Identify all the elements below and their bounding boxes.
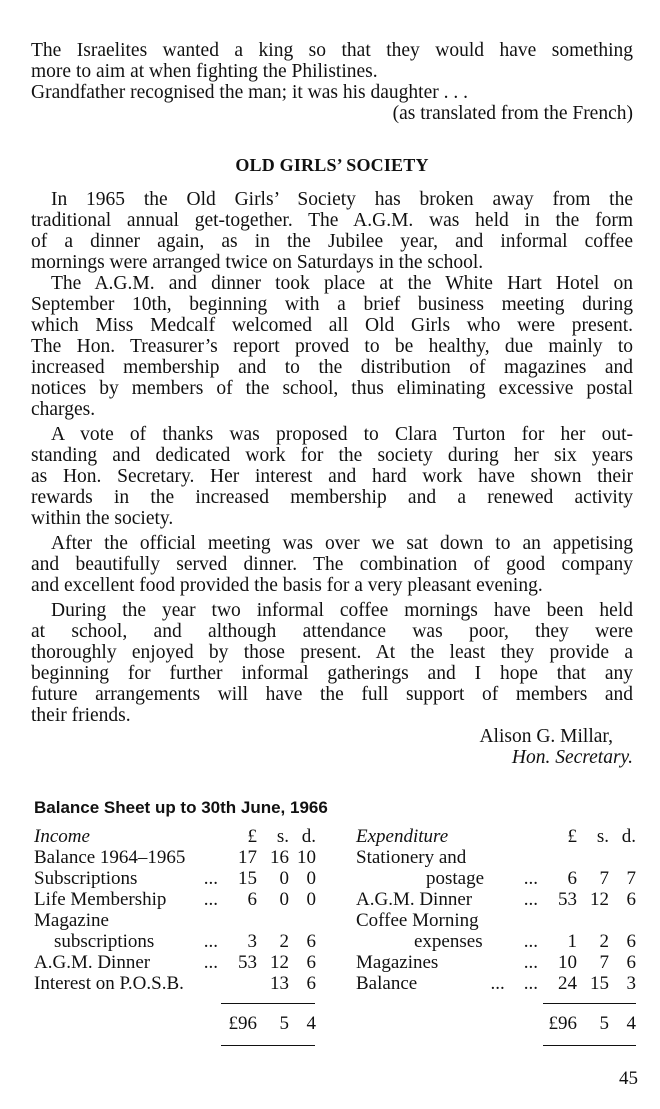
income-total-row [221,1013,316,1034]
intro-line: The Israelites wanted a king so that they would have something [31,40,633,61]
row-label: Subscriptions [34,868,138,889]
income-row [34,973,316,994]
pence-cell: 7 [626,868,636,889]
pence-cell: 6 [306,952,316,973]
pence-cell: 3 [626,973,636,994]
row-label: A.G.M. Dinner [34,952,151,973]
text-line: The A.G.M. and dinner took place at the White Hart Hotel on [51,273,633,294]
pounds-cell [224,973,257,994]
row-label: Magazines [356,952,439,973]
text-line: rewards in the increased membership and a renewed activity [31,487,633,508]
text-line: During the year two informal coffee mornings have been held [51,600,633,621]
text-line: charges. [31,399,96,420]
text-line: and excellent food provided the basis for a very pleasant evening. [31,575,543,596]
text-line: September 10th, beginning with a brief business meeting during [31,294,633,315]
shillings-cell: 0 [279,868,289,889]
paragraph-3 [31,424,633,529]
pence-cell [609,910,636,931]
leader-dots: ... [203,931,218,952]
income-header-row [34,826,316,847]
pounds-cell: 6 [567,868,577,889]
text-line: at school, and although attendance was poor, they were [31,621,633,642]
income-total-rule-top [221,1003,315,1004]
text-line: The Hon. Treasurer’s report proved to be healthy, due mainly to [31,336,633,357]
pounds-cell [546,910,577,931]
pence-cell: 0 [306,889,316,910]
expenditure-total-rule-bottom [543,1045,636,1046]
row-label: postage [426,868,485,889]
paragraph-5 [31,600,633,726]
text-line: future arrangements will have the full support of members and [31,684,633,705]
signature-name: Alison G. Millar, [479,726,613,747]
shillings-cell [257,910,289,931]
leader-dots: ... [523,952,538,973]
shillings-cell: 2 [279,931,289,952]
leader-dots: ... [523,931,538,952]
income-table [34,826,316,994]
row-label: expenses [414,931,483,952]
pounds-cell [546,847,577,868]
shillings-cell: 12 [270,952,289,973]
pence-cell: 10 [297,847,316,868]
row-label: A.G.M. Dinner [356,889,473,910]
row-label: Stationery and [356,847,467,868]
shillings-cell [577,910,609,931]
total-pounds: £96 [548,1013,577,1034]
total-shillings: 5 [599,1013,609,1034]
text-line: standing and dedicated work for the society during her six years [31,445,633,466]
expenditure-row [356,889,636,910]
total-shillings: 5 [279,1013,289,1034]
row-label: Interest on P.O.S.B. [34,973,184,994]
expenditure-total-row [541,1013,636,1034]
pence-cell: 0 [306,868,316,889]
text-line: mornings were arranged twice on Saturdays in the school. [31,252,484,273]
shillings-col-header: s. [596,826,609,847]
paragraph-1 [31,189,633,273]
row-label: Balance 1964–1965 [34,847,186,868]
pounds-cell: 53 [238,952,257,973]
row-label: Balance [356,973,418,994]
shillings-cell: 12 [590,889,609,910]
paragraph-2 [31,273,633,420]
text-line: thoroughly enjoyed by those present. At the least they provide a [31,642,633,663]
pence-cell: 6 [626,889,636,910]
pounds-cell: 24 [558,973,577,994]
row-label: Life Membership [34,889,167,910]
text-line: as Hon. Secretary. Her interest and hard work have shown their [31,466,633,487]
leader-dots: ... [203,952,218,973]
shillings-col-header: s. [276,826,289,847]
pence-cell: 6 [306,931,316,952]
society-article [31,189,633,768]
intro-line: Grandfather recognised the man; it was his daughter . . . [31,82,468,103]
text-line: notices by members of the school, thus eliminating excessive postal [31,378,633,399]
expenditure-total-rule-top [543,1003,636,1004]
pence-col-header: d. [621,826,636,847]
income-total [221,1013,316,1034]
income-row [34,952,316,973]
leader-dots: ... [203,889,218,910]
income-header: Income [34,826,90,847]
expenditure-row [356,931,636,952]
pence-cell: 6 [626,931,636,952]
pence-cell: 6 [306,973,316,994]
leader-dots: ... [523,868,538,889]
leader-dots: ... ... [490,973,538,994]
expenditure-total [541,1013,636,1034]
expenditure-header-row [356,826,636,847]
row-label: Magazine [34,910,109,931]
pounds-cell: 15 [238,868,257,889]
shillings-cell: 0 [279,889,289,910]
balance-sheet-title: Balance Sheet up to 30th June, 1966 [34,798,328,817]
shillings-cell: 2 [599,931,609,952]
expenditure-row [356,847,636,868]
shillings-cell: 13 [270,973,289,994]
intro-line: more to aim at when fighting the Philistines. [31,61,378,82]
pence-cell [289,910,316,931]
expenditure-header: Expenditure [356,826,449,847]
section-heading-wrap [31,155,633,176]
expenditure-row [356,973,636,994]
income-row [34,847,316,868]
row-label: Coffee Morning [356,910,479,931]
pounds-cell: 53 [558,889,577,910]
pounds-cell: 17 [238,847,257,868]
text-line: beginning for further informal gatherings and I hope that any [31,663,633,684]
total-pounds: £96 [228,1013,257,1034]
balance-sheet-title-wrap [34,798,328,818]
pence-cell: 6 [626,952,636,973]
pounds-cell [224,910,257,931]
row-label: subscriptions [54,931,155,952]
income-row [34,931,316,952]
expenditure-row [356,868,636,889]
pence-cell [609,847,636,868]
text-line: of a dinner again, as in the Jubilee year, and informal coffee [31,231,633,252]
text-line: After the official meeting was over we sat down to an appetising [51,533,633,554]
pounds-cell: 10 [558,952,577,973]
shillings-cell: 16 [270,847,289,868]
shillings-cell [577,847,609,868]
pounds-col-header: £ [567,826,577,847]
pounds-cell: 3 [247,931,257,952]
pounds-col-header: £ [247,826,257,847]
shillings-cell: 7 [599,952,609,973]
pounds-cell: 1 [567,931,577,952]
page-number: 45 [619,1068,638,1089]
total-pence: 4 [626,1013,636,1034]
income-row [34,889,316,910]
leader-dots: ... [203,868,218,889]
intro-attribution: (as translated from the French) [392,103,633,124]
text-line: and beautifully served dinner. The combination of good company [31,554,633,575]
expenditure-table [356,826,636,994]
pounds-cell: 6 [247,889,257,910]
pence-col-header: d. [301,826,316,847]
intro-block [31,40,633,124]
section-heading: OLD GIRLS’ SOCIETY [235,155,429,175]
total-pence: 4 [306,1013,316,1034]
text-line: In 1965 the Old Girls’ Society has broken away from the [51,189,633,210]
signature-title: Hon. Secretary. [511,747,633,768]
income-row [34,868,316,889]
expenditure-row [356,910,636,931]
paragraph-4 [31,533,633,596]
expenditure-row [356,952,636,973]
text-line: within the society. [31,508,174,529]
shillings-cell: 15 [590,973,609,994]
income-total-rule-bottom [221,1045,315,1046]
income-row [34,910,316,931]
text-line: increased membership and to the distribution of magazines and [31,357,633,378]
text-line: their friends. [31,705,131,726]
shillings-cell: 7 [599,868,609,889]
text-line: traditional annual get-together. The A.G.M. was held in the form [31,210,633,231]
text-line: A vote of thanks was proposed to Clara Turton for her out- [51,424,633,445]
text-line: which Miss Medcalf welcomed all Old Girls who were present. [31,315,633,336]
leader-dots: ... [523,889,538,910]
